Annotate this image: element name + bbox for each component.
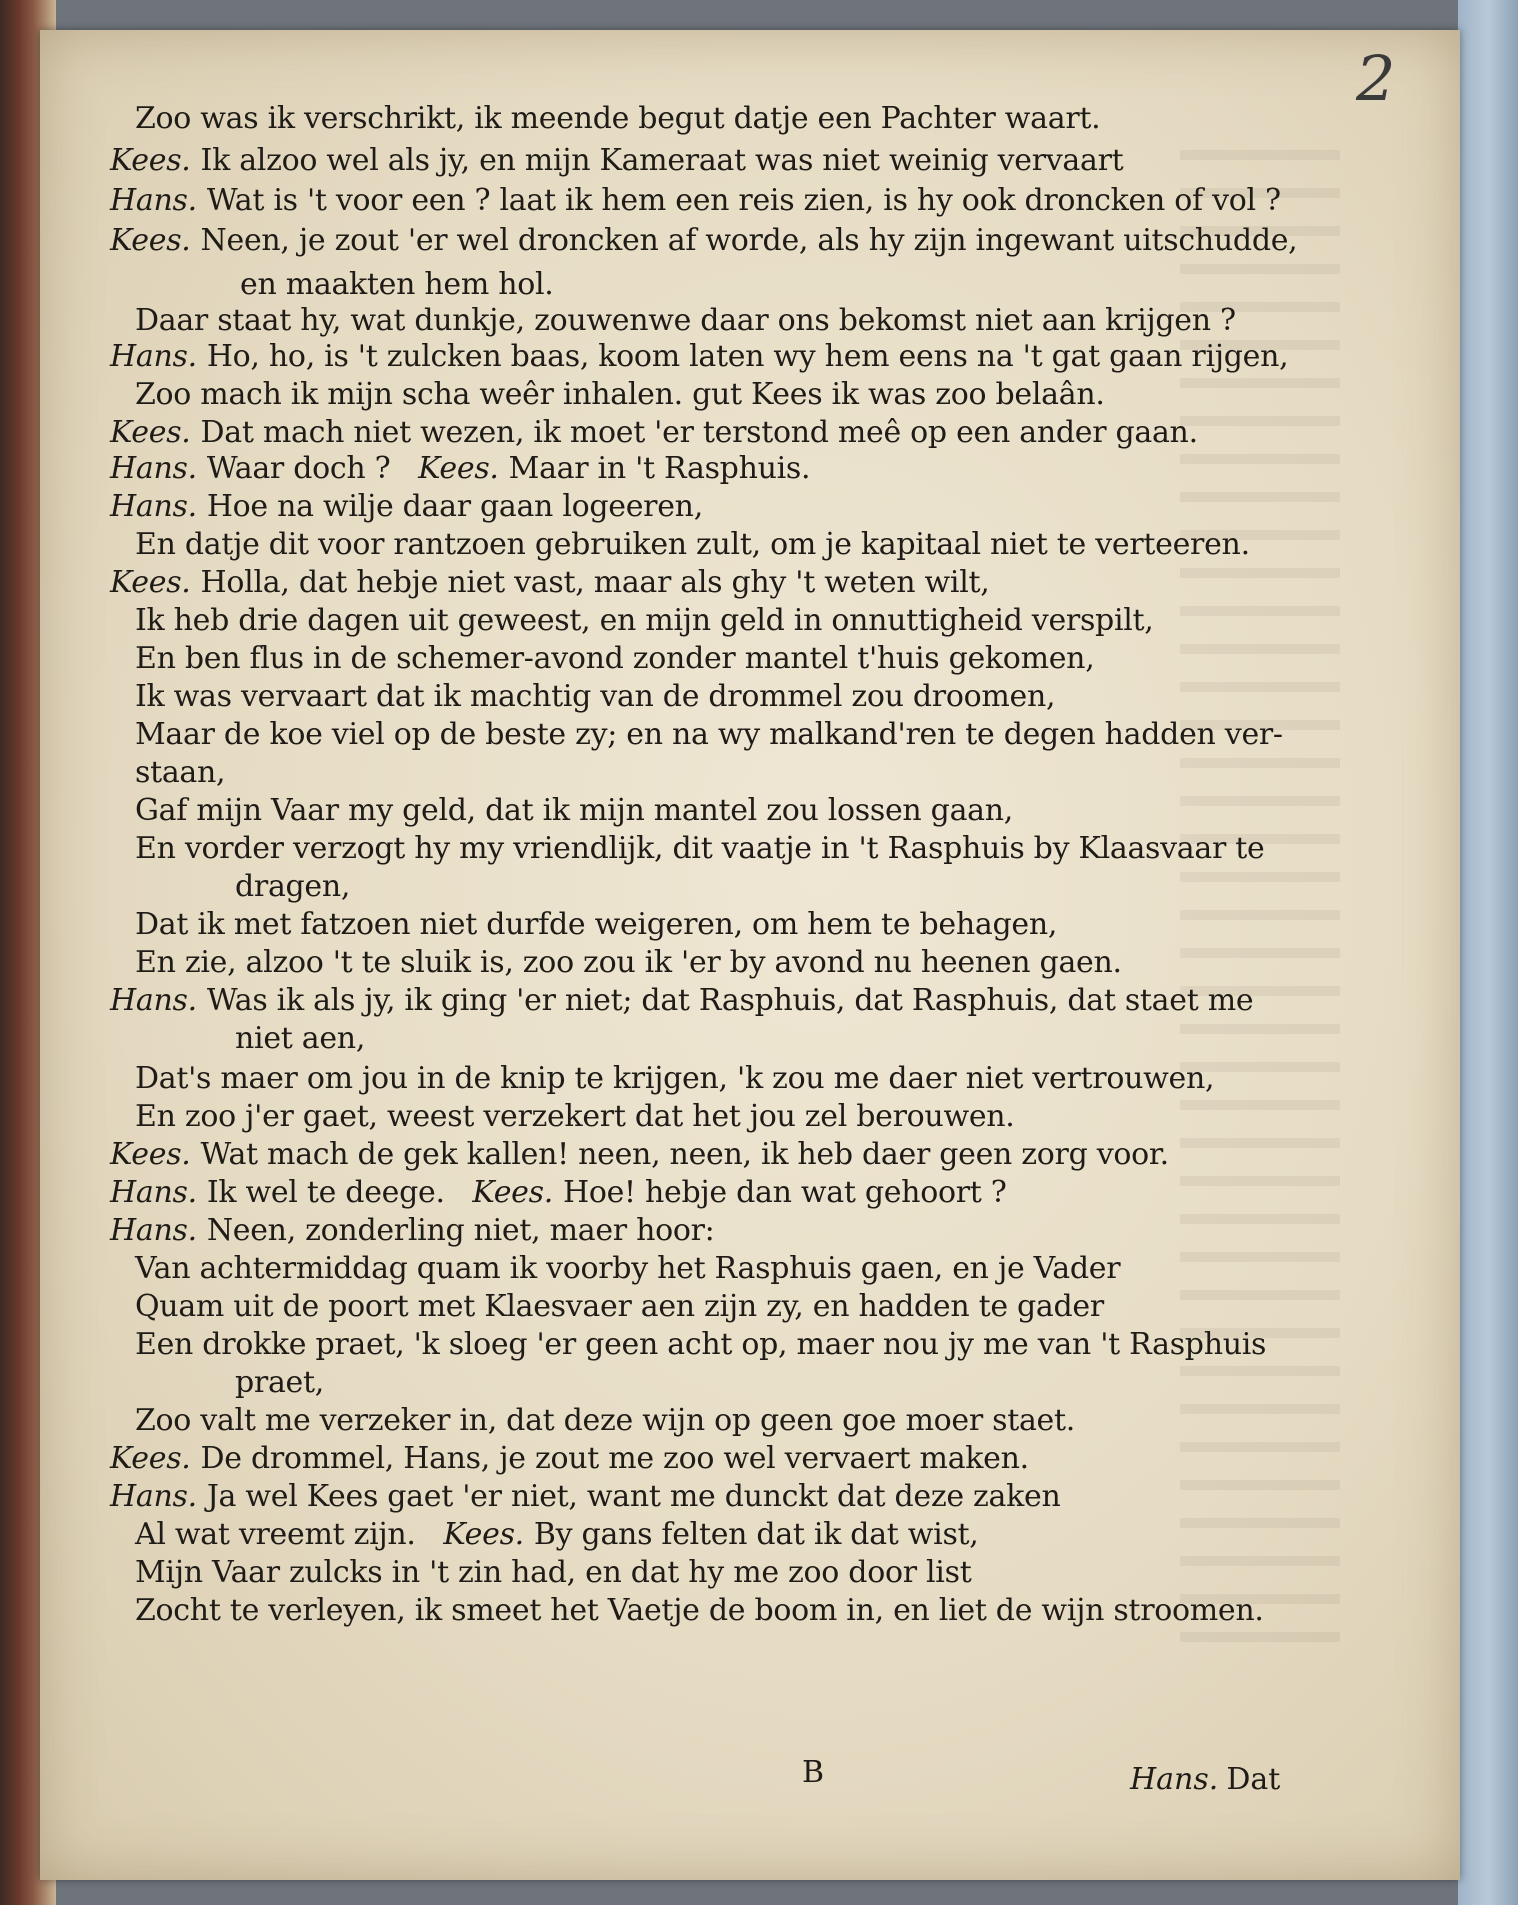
text-line — [135, 1554, 971, 1592]
line-text: staan, — [135, 755, 226, 790]
speaker-name: Kees. — [110, 1137, 191, 1172]
line-text: Ik wel te deege. — [206, 1175, 445, 1210]
text-line — [110, 1478, 1061, 1516]
line-text: Een drokke praet, 'k sloeg 'er geen acht op, maer nou jy me van 't Rasphuis — [135, 1327, 1267, 1362]
line-text: Ho, ho, is 't zulcken baas, koom laten wy hem eens na 't gat gaan rijgen, — [206, 339, 1289, 374]
text-line — [135, 944, 1122, 982]
page-number: 2 — [1356, 42, 1396, 115]
text-line — [135, 1250, 1120, 1288]
speaker-name: Kees. — [472, 1175, 553, 1210]
speaker-name: Hans. — [110, 1175, 197, 1210]
text-line — [135, 376, 1105, 414]
speaker-name: Kees. — [110, 415, 191, 450]
text-line — [240, 266, 554, 304]
line-text: Dat ik met fatzoen niet durfde weigeren, om hem te behagen, — [135, 907, 1058, 942]
text-line — [110, 564, 990, 602]
line-text: Hoe na wilje daar gaan logeeren, — [206, 489, 703, 524]
line-text: dragen, — [235, 869, 351, 904]
text-line — [110, 982, 1253, 1020]
text-line — [135, 1326, 1266, 1364]
line-text: By gans felten dat ik dat wist, — [533, 1517, 979, 1552]
speaker-name: Hans. — [110, 983, 197, 1018]
text-line — [135, 830, 1264, 868]
text-line — [135, 526, 1250, 564]
speaker-name: Kees. — [418, 451, 499, 486]
line-text: Daar staat hy, wat dunkje, zouwenwe daar ons bekomst niet aan krijgen ? — [135, 303, 1236, 338]
line-text: De drommel, Hans, je zout me zoo wel vervaert maken. — [200, 1441, 1029, 1476]
text-line — [110, 414, 1198, 452]
line-text: Gaf mijn Vaar my geld, dat ik mijn mantel zou lossen gaan, — [135, 793, 1014, 828]
line-text: Neen, zonderling niet, maer hoor: — [206, 1213, 715, 1248]
page-text — [40, 30, 1460, 1880]
text-line — [110, 1136, 1169, 1174]
catchword-speaker: Hans. — [1130, 1762, 1219, 1797]
speaker-name: Kees. — [443, 1517, 524, 1552]
text-line — [110, 142, 1123, 180]
line-text: Maar de koe viel op de beste zy; en na wy malkand'ren te degen hadden ver- — [135, 717, 1283, 752]
line-text: En zie, alzoo 't te sluik is, zoo zou ik 'er by avond nu heenen gaen. — [135, 945, 1122, 980]
text-line — [135, 1098, 1015, 1136]
speaker-name: Hans. — [110, 183, 197, 218]
line-text: Neen, je zout 'er wel droncken af worde, als hy zijn ingewant uitschudde, — [200, 223, 1298, 258]
line-text: Waar doch ? — [206, 451, 391, 486]
text-line — [135, 1288, 1104, 1326]
text-line — [135, 716, 1283, 754]
text-line — [135, 602, 1154, 640]
text-line — [135, 906, 1057, 944]
line-text: Mijn Vaar zulcks in 't zin had, en dat hy me zoo door list — [135, 1555, 972, 1590]
line-text: En zoo j'er gaet, weest verzekert dat het jou zel berouwen. — [135, 1099, 1015, 1134]
line-text: Wat mach de gek kallen! neen, neen, ik heb daer geen zorg voor. — [200, 1137, 1169, 1172]
speaker-name: Hans. — [110, 451, 197, 486]
book-cover-edge — [1458, 0, 1518, 1905]
line-text: En vorder verzogt hy my vriendlijk, dit vaatje in 't Rasphuis by Klaasvaar te — [135, 831, 1265, 866]
text-line — [110, 1212, 714, 1250]
text-line — [110, 450, 810, 488]
line-text: niet aen, — [235, 1021, 366, 1056]
speaker-name: Kees. — [110, 143, 191, 178]
speaker-name: Hans. — [110, 1213, 197, 1248]
text-line — [110, 1174, 1007, 1212]
text-line — [135, 100, 1100, 138]
speaker-name: Kees. — [110, 1441, 191, 1476]
catchword-text: Dat — [1226, 1762, 1281, 1797]
line-text: praet, — [235, 1365, 324, 1400]
line-text: Ik heb drie dagen uit geweest, en mijn geld in onnuttigheid verspilt, — [135, 603, 1154, 638]
speaker-name: Kees. — [110, 565, 191, 600]
line-text: en maakten hem hol. — [240, 267, 554, 302]
line-text: Ik was vervaart dat ik machtig van de drommel zou droomen, — [135, 679, 1056, 714]
line-text: Ik alzoo wel als jy, en mijn Kameraat was niet weinig vervaart — [200, 143, 1124, 178]
line-text: Dat's maer om jou in de knip te krijgen, 'k zou me daer niet vertrouwen, — [135, 1061, 1215, 1096]
text-line — [135, 754, 225, 792]
line-text: Quam uit de poort met Klaesvaer aen zijn zy, en hadden te gader — [135, 1289, 1104, 1324]
text-line — [135, 302, 1236, 340]
line-text: Al wat vreemt zijn. — [135, 1517, 416, 1552]
line-text: Dat mach niet wezen, ik moet 'er terstond meê op een ander gaan. — [200, 415, 1198, 450]
line-text: Maar in 't Rasphuis. — [508, 451, 811, 486]
line-text: En datje dit voor rantzoen gebruiken zult, om je kapitaal niet te verteeren. — [135, 527, 1250, 562]
speaker-name: Kees. — [110, 223, 191, 258]
speaker-name: Hans. — [110, 489, 197, 524]
line-text: Zoo mach ik mijn scha weêr inhalen. gut Kees ik was zoo belaân. — [135, 377, 1105, 412]
text-line — [110, 488, 703, 526]
text-line — [135, 678, 1055, 716]
text-line — [235, 1020, 365, 1058]
line-text: En ben flus in de schemer-avond zonder mantel t'huis gekomen, — [135, 641, 1095, 676]
line-text: Hoe! hebje dan wat gehoort ? — [562, 1175, 1007, 1210]
catchword — [1130, 1762, 1280, 1797]
text-line — [235, 1364, 324, 1402]
text-line — [135, 792, 1013, 830]
line-text: Wat is 't voor een ? laat ik hem een reis zien, is hy ook droncken of vol ? — [206, 183, 1281, 218]
text-line — [135, 1402, 1075, 1440]
text-line — [235, 868, 350, 906]
book-page — [40, 30, 1460, 1880]
line-text: Ja wel Kees gaet 'er niet, want me dunckt dat deze zaken — [206, 1479, 1061, 1514]
text-line — [135, 1516, 979, 1554]
line-text: Zoo valt me verzeker in, dat deze wijn op geen goe moer staet. — [135, 1403, 1075, 1438]
line-text: Zoo was ik verschrikt, ik meende begut datje een Pachter waart. — [135, 101, 1101, 136]
line-text: Zocht te verleyen, ik smeet het Vaetje de boom in, en liet de wijn stroomen. — [135, 1593, 1264, 1628]
text-line — [135, 1592, 1264, 1630]
line-text: Was ik als jy, ik ging 'er niet; dat Rasphuis, dat Rasphuis, dat staet me — [206, 983, 1254, 1018]
text-line — [110, 338, 1288, 376]
line-text: Van achtermiddag quam ik voorby het Rasphuis gaen, en je Vader — [135, 1251, 1121, 1286]
text-line — [110, 1440, 1029, 1478]
line-text: Holla, dat hebje niet vast, maar als ghy 't weten wilt, — [200, 565, 990, 600]
text-line — [110, 222, 1297, 260]
signature-mark: B — [802, 1755, 825, 1790]
speaker-name: Hans. — [110, 1479, 197, 1514]
text-line — [135, 640, 1094, 678]
text-line — [110, 182, 1281, 220]
text-line — [135, 1060, 1214, 1098]
speaker-name: Hans. — [110, 339, 197, 374]
